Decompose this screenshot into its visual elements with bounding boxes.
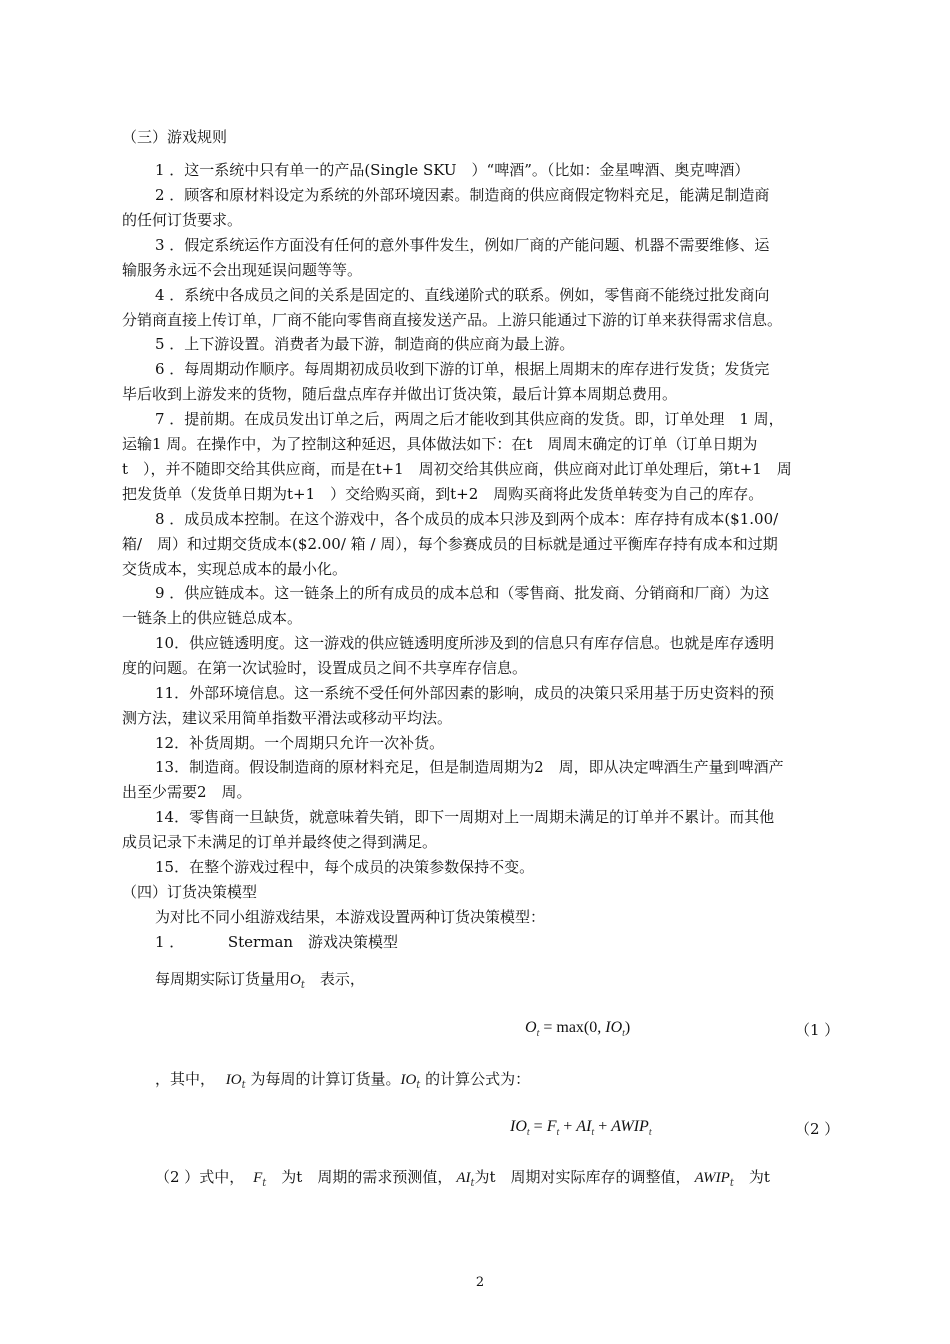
rule-1-line-1: 1 ．这一系统中只有单一的产品(Single SKU ）“啤酒”。（比如：金星啤酒、奥克啤酒） — [155, 161, 750, 179]
rule-10-line-1: 10．供应链透明度。这一游戏的供应链透明度所涉及到的信息只有库存信息。也就是库存透明 — [155, 634, 775, 652]
model-1-number: 1 ． — [155, 933, 185, 951]
rule-13-line-2: 出至少需要2 周。 — [122, 783, 252, 801]
equation-1-number: （1 ） — [795, 1021, 840, 1039]
rule-9-line-2: 一链条上的供应链总成本。 — [122, 609, 303, 627]
rule-3-line-2: 输服务永远不会出现延误问题等等。 — [122, 261, 363, 279]
rule-8-line-1: 8 ．成员成本控制。在这个游戏中，各个成员的成本只涉及到两个成本：库存持有成本($1.00/ — [155, 510, 779, 528]
section-intro: 为对比不同小组游戏结果，本游戏设置两种订货决策模型： — [155, 908, 546, 926]
rule-11-line-2: 测方法，建议采用简单指数平滑法或移动平均法。 — [122, 709, 453, 727]
paragraph-computed-order: ，其中， $IO_t$ 为每周的计算订货量。$IO_t$ 的计算公式为： — [155, 1070, 531, 1091]
rule-7-line-1: 7 ．提前期。在成员发出订单之后，两周之后才能收到其供应商的发货。即，订单处理 1 周， — [155, 410, 784, 428]
paragraph-equation-2-explanation: （2 ）式中， $F_t$ 为t 周期的需求预测值， $AI_t$为t 周期对实际库存的调整值， $AWIP_t$ 为t — [155, 1168, 770, 1189]
rule-6-line-2: 毕后收到上游发来的货物，随后盘点库存并做出订货决策，最后计算本周期总费用。 — [122, 385, 678, 403]
model-1-name: Sterman 游戏决策模型 — [227, 933, 399, 951]
rule-13-line-1: 13．制造商。假设制造商的原材料充足，但是制造周期为2 周，即从决定啤酒生产量到啤酒产 — [155, 758, 784, 776]
rule-7-line-4: 把发货单（发货单日期为t+1 ）交给购买商，到t+2 周购买商将此发货单转变为自己的库存。 — [122, 485, 764, 503]
rule-10-line-2: 度的问题。在第一次试验时，设置成员之间不共享库存信息。 — [122, 659, 528, 677]
symbol-O: O — [290, 972, 301, 988]
section-heading-order-model: （四）订货决策模型 — [122, 883, 258, 901]
rule-2-line-2: 的任何订货要求。 — [122, 211, 243, 229]
section-heading-rules: （三）游戏规则 — [122, 128, 228, 146]
rule-14-line-1: 14．零售商一旦缺货，就意味着失销，即下一周期对上一周期未满足的订单并不累计。而其他 — [155, 808, 775, 826]
rule-5-line-1: 5 ．上下游设置。消费者为最下游，制造商的供应商为最上游。 — [155, 335, 575, 353]
rule-15-line-1: 15．在整个游戏过程中，每个成员的决策参数保持不变。 — [155, 858, 535, 876]
equation-2-number: （2 ） — [795, 1120, 840, 1138]
rule-7-line-2: 运输1 周。在操作中，为了控制这种延迟，具体做法如下：在t 周周末确定的订单（订单日期为 — [122, 435, 758, 453]
rule-8-line-2: 箱/ 周）和过期交货成本($2.00/ 箱 / 周），每个参赛成员的目标就是通过平衡库存持有成本和过期 — [122, 535, 778, 553]
rule-3-line-1: 3 ．假定系统运作方面没有任何的意外事件发生，例如厂商的产能问题、机器不需要维修、运 — [155, 236, 770, 254]
rule-9-line-1: 9 ．供应链成本。这一链条上的所有成员的成本总和（零售商、批发商、分销商和厂商）为这 — [155, 584, 770, 602]
rule-11-line-1: 11．外部环境信息。这一系统不受任何外部因素的影响，成员的决策只采用基于历史资料的预 — [155, 684, 775, 702]
rule-2-line-1: 2 ．顾客和原材料设定为系统的外部环境因素。制造商的供应商假定物料充足，能满足制造商 — [155, 186, 770, 204]
rule-4-line-2: 分销商直接上传订单，厂商不能向零售商直接发送产品。上游只能通过下游的订单来获得需求信息。 — [122, 311, 783, 329]
page-number: 2 — [475, 1275, 485, 1290]
model-1-title — [155, 933, 398, 951]
rule-8-line-3: 交货成本，实现总成本的最小化。 — [122, 560, 348, 578]
paragraph-actual-order: 每周期实际订货量用$O_t$ 表示， — [155, 970, 365, 991]
equation-1: $O_t = \max(0$, $IO_t$) — [525, 1019, 631, 1039]
rule-12-line-1: 12．补货周期。一个周期只允许一次补货。 — [155, 734, 445, 752]
rule-6-line-1: 6 ．每周期动作顺序。每周期初成员收到下游的订单，根据上周期末的库存进行发货；发货完 — [155, 360, 770, 378]
rule-14-line-2: 成员记录下未满足的订单并最终使之得到满足。 — [122, 833, 438, 851]
rule-4-line-1: 4 ．系统中各成员之间的关系是固定的、直线递阶式的联系。例如，零售商不能绕过批发商向 — [155, 286, 770, 304]
rule-7-line-3: t ），并不随即交给其供应商，而是在t+1 周初交给其供应商，供应商对此订单处理后，第t+1 周 — [122, 460, 792, 478]
equation-2: $IO_t = F_t + AI_t$ + $AWIP_t$ — [510, 1118, 652, 1138]
